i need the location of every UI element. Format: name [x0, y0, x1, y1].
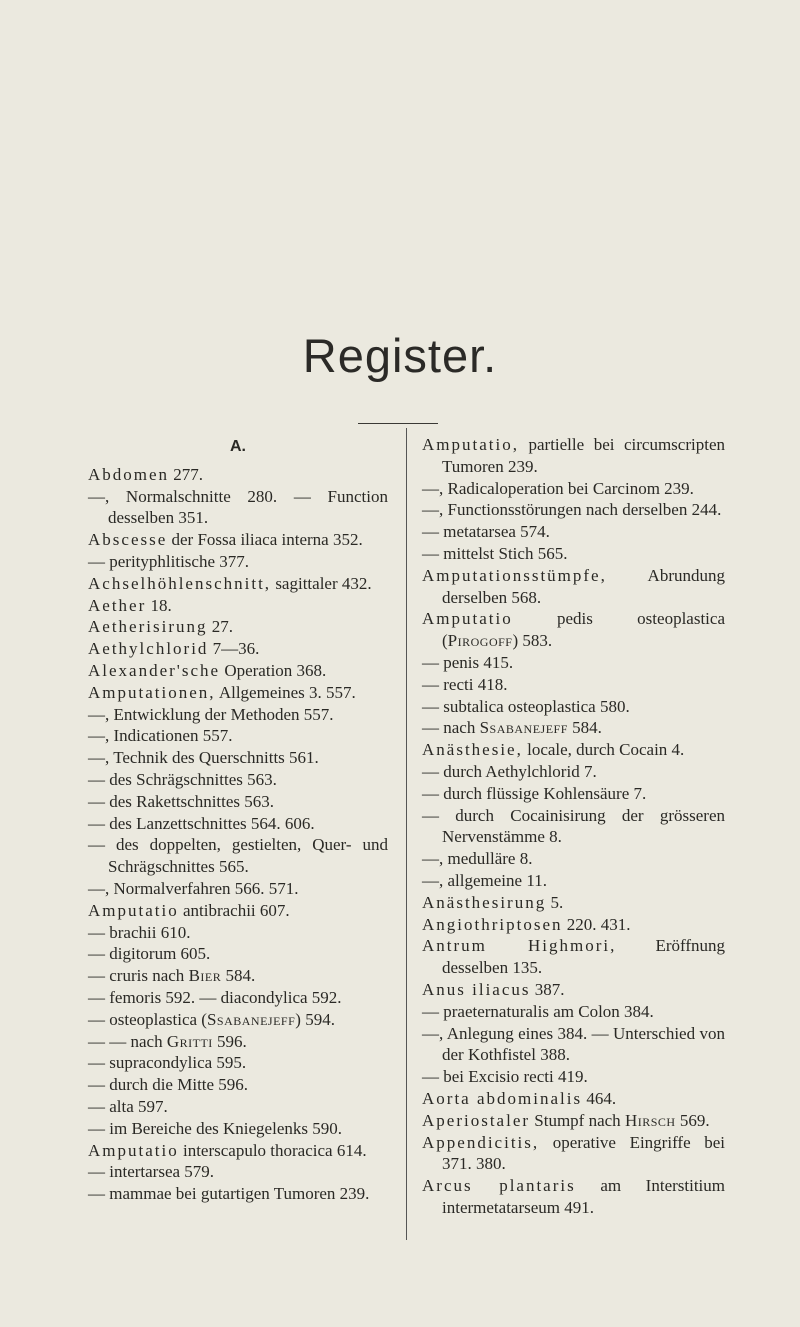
- entry-text: partielle bei circumscripten Tumoren 239.: [442, 435, 725, 476]
- index-entry: [422, 674, 725, 696]
- entry-text: Stumpf nach: [530, 1110, 625, 1130]
- entry-text: Allgemeines 3. 557.: [215, 682, 356, 702]
- entry-author: Gritti: [166, 1031, 213, 1051]
- index-entry: [88, 704, 388, 726]
- entry-author: Ssabanejeff: [206, 1009, 296, 1029]
- index-entry: [88, 682, 388, 704]
- entry-text: — intertarsea 579.: [88, 1162, 215, 1182]
- column-divider: [406, 428, 407, 1240]
- index-entry: [422, 1001, 725, 1023]
- entry-headword: Amputatio: [422, 609, 513, 629]
- entry-headword: Anästhesirung: [422, 892, 547, 912]
- left-column: [88, 434, 388, 1205]
- entry-text: 27.: [207, 617, 233, 637]
- index-entry: [422, 696, 725, 718]
- entry-text: — des Rakettschnittes 563.: [88, 791, 275, 811]
- index-entry: [88, 922, 388, 944]
- index-entry: [422, 870, 725, 892]
- entry-author: Hirsch: [624, 1110, 676, 1130]
- entry-text: — mittelst Stich 565.: [422, 543, 568, 563]
- entry-text: — durch flüssige Kohlensäure 7.: [422, 783, 647, 803]
- entry-text: — durch die Mitte 596.: [88, 1075, 249, 1095]
- entry-page-refs: 584.: [221, 966, 256, 986]
- index-entry: [422, 1175, 725, 1219]
- entry-page-refs: 569.: [675, 1110, 710, 1130]
- entry-text: 277.: [169, 464, 204, 484]
- entry-text: am Interstitium intermetatarseum 491.: [442, 1176, 726, 1217]
- index-entry: [422, 935, 725, 979]
- entry-headword: Angiothriptosen: [422, 914, 563, 934]
- entry-headword: Abscesse: [88, 530, 168, 550]
- entry-page-refs: ) 583.: [512, 631, 553, 651]
- index-entry: [88, 464, 388, 486]
- index-entry: [88, 595, 388, 617]
- entry-text: sagittaler 432.: [271, 573, 372, 593]
- index-entry: [88, 551, 388, 573]
- index-entry: [422, 565, 725, 609]
- entry-text: — des Lanzettschnittes 564. 606.: [88, 813, 315, 833]
- entry-text: —, Normalschnitte 280. — Function desselben 351.: [88, 486, 388, 528]
- entry-author: Pirogoff: [447, 631, 513, 651]
- index-entry: [88, 1096, 388, 1118]
- index-entry: [88, 616, 388, 638]
- index-entry: [88, 486, 388, 530]
- entry-text: 7—36.: [208, 639, 260, 659]
- index-entry: [422, 848, 725, 870]
- index-entry: [88, 1183, 388, 1205]
- index-entry: [88, 1140, 388, 1162]
- index-entry: [88, 725, 388, 747]
- entry-headword: Amputationsstümpfe,: [422, 565, 607, 585]
- entry-text: —, Indicationen 557.: [88, 726, 233, 746]
- index-entry: [88, 987, 388, 1009]
- entry-text: — perityphlitische 377.: [88, 551, 250, 571]
- index-entry: [88, 813, 388, 835]
- index-entry: [88, 1161, 388, 1183]
- index-entry: [422, 783, 725, 805]
- entry-text: — metatarsea 574.: [422, 522, 550, 542]
- index-entry: [88, 769, 388, 791]
- entry-headword: Antrum Highmori,: [422, 936, 617, 956]
- entry-text: — praeternaturalis am Colon 384.: [422, 1001, 654, 1021]
- index-entry: [88, 878, 388, 900]
- index-entry: [422, 1023, 725, 1067]
- entry-text: — durch Aethylchlorid 7.: [422, 761, 597, 781]
- entry-text: Operation 368.: [220, 660, 327, 680]
- right-entries: [422, 434, 725, 1219]
- index-entry: [88, 747, 388, 769]
- entry-text: —, Functionsstörungen nach derselben 244.: [422, 500, 722, 520]
- entry-headword: Anästhesie,: [422, 740, 523, 760]
- index-entry: [422, 652, 725, 674]
- entry-text: 220. 431.: [562, 914, 631, 934]
- entry-text: — mammae bei gutartigen Tumoren 239.: [88, 1184, 370, 1204]
- entry-text: — brachii 610.: [88, 922, 191, 942]
- index-entry: [422, 739, 725, 761]
- entry-headword: Aetherisirung: [88, 617, 208, 637]
- entry-text: Eröffnung desselben 135.: [442, 936, 725, 978]
- index-entry: [88, 965, 388, 987]
- entry-headword: Amputatio,: [422, 435, 519, 454]
- index-entry: [422, 979, 725, 1001]
- entry-headword: Aether: [88, 595, 147, 615]
- entry-text: locale, durch Cocain 4.: [522, 740, 685, 760]
- entry-text: — recti 418.: [422, 674, 508, 694]
- index-entry: [88, 660, 388, 682]
- entry-text: 387.: [530, 979, 565, 999]
- index-entry: [88, 943, 388, 965]
- entry-author: Bier: [188, 966, 222, 986]
- entry-text: — nach: [422, 718, 480, 738]
- entry-text: —, Normalverfahren 566. 571.: [88, 878, 299, 898]
- entry-text: — penis 415.: [422, 652, 514, 672]
- entry-headword: Alexander'sche: [88, 660, 221, 680]
- index-entry: [422, 521, 725, 543]
- index-entry: [422, 1066, 725, 1088]
- entry-text: —, medulläre 8.: [422, 849, 533, 869]
- entry-text: —, Entwicklung der Methoden 557.: [88, 704, 334, 724]
- entry-text: 18.: [146, 595, 172, 615]
- index-entry: [422, 499, 725, 521]
- section-letter: A.: [230, 438, 246, 455]
- page-title: Register.: [302, 329, 498, 382]
- entry-headword: Achselhöhlenschnitt,: [88, 573, 272, 593]
- entry-text: 5.: [546, 892, 564, 912]
- index-entry: [88, 1031, 388, 1053]
- entry-text: operative Eingriffe bei 371. 380.: [442, 1132, 725, 1174]
- index-entry: [422, 717, 725, 739]
- index-entry: [422, 1132, 725, 1176]
- entry-text: — subtalica osteoplastica 580.: [422, 696, 630, 716]
- index-entry: [422, 608, 725, 652]
- entry-text: — im Bereiche des Kniegelenks 590.: [88, 1118, 342, 1138]
- entry-text: — digitorum 605.: [88, 944, 211, 964]
- index-entry: [88, 791, 388, 813]
- entry-page-refs: 584.: [567, 718, 602, 738]
- entry-author: Ssabanejeff: [479, 718, 568, 738]
- entry-text: —, Anlegung eines 384. — Unterschied von der Kothfistel 388.: [422, 1023, 725, 1065]
- entry-text: — osteoplastica (: [88, 1009, 207, 1029]
- entry-text: 464.: [582, 1088, 617, 1108]
- entry-headword: Amputatio: [88, 900, 179, 920]
- entry-text: — supracondylica 595.: [88, 1053, 247, 1073]
- entry-headword: Appendicitis,: [422, 1132, 540, 1152]
- index-entry: [88, 834, 388, 878]
- entry-headword: Amputationen,: [88, 682, 216, 702]
- entry-text: Abrundung derselben 568.: [442, 565, 725, 607]
- index-entry: [422, 805, 725, 849]
- entry-text: — durch Cocainisirung der grösseren Nervenstämme 8.: [422, 805, 725, 847]
- index-entry: [422, 1110, 725, 1132]
- entry-text: — des Schrägschnittes 563.: [88, 769, 277, 789]
- entry-headword: Aperiostaler: [422, 1110, 531, 1130]
- index-entry: [422, 892, 725, 914]
- entry-text: — bei Excisio recti 419.: [422, 1067, 588, 1087]
- entry-text: antibrachii 607.: [178, 900, 290, 920]
- right-column: [422, 434, 725, 1219]
- entry-headword: Anus iliacus: [422, 979, 531, 999]
- index-entry: [88, 638, 388, 660]
- index-entry: [422, 914, 725, 936]
- index-entry: [88, 1052, 388, 1074]
- index-entry: [88, 529, 388, 551]
- index-entry: [422, 761, 725, 783]
- entry-text: pedis osteoplastica (: [442, 609, 725, 651]
- entry-text: — cruris nach: [88, 966, 189, 986]
- index-entry: [88, 900, 388, 922]
- left-entries: [88, 464, 388, 1205]
- entry-text: — alta 597.: [88, 1096, 168, 1116]
- entry-text: — — nach: [88, 1031, 167, 1051]
- entry-text: — des doppelten, gestielten, Quer- und Schrägschnittes 565.: [88, 835, 388, 877]
- entry-text: —, Radicaloperation bei Carcinom 239.: [422, 478, 694, 498]
- index-entry: [88, 1074, 388, 1096]
- entry-headword: Abdomen: [88, 464, 170, 484]
- entry-text: — femoris 592. — diacondylica 592.: [88, 987, 342, 1007]
- entry-headword: Aorta abdominalis: [422, 1088, 583, 1108]
- entry-text: —, allgemeine 11.: [422, 870, 547, 890]
- entry-headword: Aethylchlorid: [88, 639, 209, 659]
- index-entry: [88, 1118, 388, 1140]
- index-entry: [88, 573, 388, 595]
- index-entry: [422, 1088, 725, 1110]
- title-rule: [358, 423, 438, 424]
- entry-headword: Amputatio: [88, 1140, 179, 1160]
- entry-text: —, Technik des Querschnitts 561.: [88, 748, 319, 768]
- index-entry: [422, 478, 725, 500]
- entry-page-refs: 596.: [212, 1031, 247, 1051]
- entry-headword: Arcus plantaris: [422, 1176, 576, 1196]
- entry-page-refs: ) 594.: [295, 1009, 335, 1029]
- index-entry: [422, 543, 725, 565]
- index-entry: [422, 434, 725, 478]
- entry-text: interscapulo thoracica 614.: [178, 1140, 367, 1160]
- entry-text: der Fossa iliaca interna 352.: [167, 530, 363, 550]
- index-entry: [88, 1009, 388, 1031]
